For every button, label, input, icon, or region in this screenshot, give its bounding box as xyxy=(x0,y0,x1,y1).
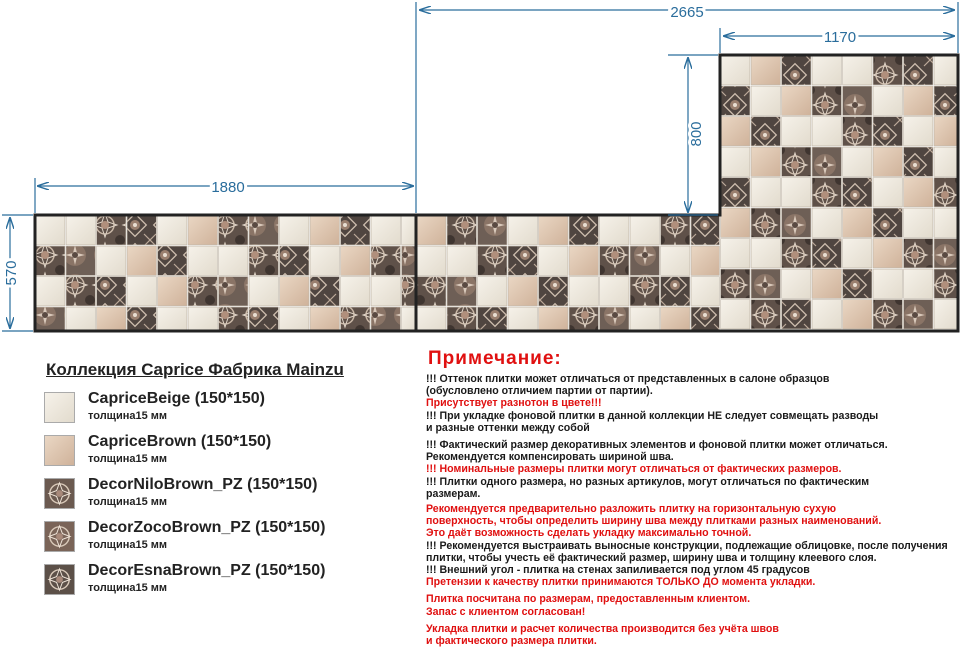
tile xyxy=(280,246,309,275)
tile xyxy=(873,269,902,298)
tile xyxy=(600,246,629,275)
note-paragraph: !!! Рекомендуется выстраивать выносные конструкции, подлежащие облицовке, после получения плитки, чтобы учесть её фактический размер, ширину шва и толщину клеевого слоя. xyxy=(426,539,948,564)
tile xyxy=(873,178,902,207)
tile xyxy=(539,246,568,275)
tile xyxy=(630,277,659,306)
dimension-upper-width: 1170 xyxy=(823,29,857,46)
tile xyxy=(188,216,217,245)
legend-item-name: DecorEsnaBrown_PZ (150*150) xyxy=(88,562,326,579)
legend-title: Коллекция Caprice Фабрика Mainzu xyxy=(46,360,344,379)
legend-item-thickness: толщина15 мм xyxy=(88,496,168,508)
legend-item-thickness: толщина15 мм xyxy=(88,582,168,594)
note-paragraph: Плитка посчитана по размерам, предоставленным клиентом. Запас с клиентом согласован! xyxy=(426,593,751,618)
tile xyxy=(812,239,841,268)
tile xyxy=(630,246,659,275)
tile xyxy=(417,277,446,306)
tile xyxy=(219,277,248,306)
tile xyxy=(508,277,537,306)
tile xyxy=(782,208,811,237)
tile xyxy=(782,239,811,268)
tile xyxy=(843,239,872,268)
dimension-upper-height: 800 xyxy=(688,121,705,147)
legend-item-name: CapriceBrown (150*150) xyxy=(88,433,272,450)
tile xyxy=(721,117,750,146)
note-paragraph: Претензии к качеству плитки принимаются ТОЛЬКО ДО момента укладки. xyxy=(426,576,816,589)
tile xyxy=(721,269,750,298)
tile-area-lower-right xyxy=(417,216,720,331)
tile xyxy=(751,56,780,85)
note-paragraph: !!! При укладке фоновой плитки в данной коллекции НЕ следует совмещать разводы и разные оттенки между собой xyxy=(426,409,879,434)
beige-tile-swatch xyxy=(44,392,75,423)
note-paragraph: !!! Номинальные размеры плитки могут отличаться от фактических размеров. xyxy=(426,463,842,476)
tile xyxy=(97,246,126,275)
tile xyxy=(310,277,339,306)
legend-item-name: DecorNiloBrown_PZ (150*150) xyxy=(88,476,318,493)
dimension-lower-height: 570 xyxy=(3,260,20,286)
tile xyxy=(249,216,278,245)
tile xyxy=(904,269,933,298)
tile xyxy=(188,277,217,306)
decor-zoco-swatch xyxy=(44,521,75,552)
tile xyxy=(721,56,750,85)
tile xyxy=(934,56,957,85)
brown-tile-swatch xyxy=(44,435,75,466)
tile xyxy=(371,307,400,330)
tile xyxy=(843,178,872,207)
tile xyxy=(904,147,933,176)
tile xyxy=(843,147,872,176)
tile xyxy=(36,307,65,330)
tile xyxy=(508,246,537,275)
tile xyxy=(66,216,95,245)
tile xyxy=(249,307,278,330)
tile xyxy=(873,56,902,85)
tile xyxy=(721,300,750,329)
tile xyxy=(478,216,507,245)
tile xyxy=(36,277,65,306)
tile xyxy=(402,307,416,330)
notes-title: Примечание: xyxy=(428,348,562,369)
tile xyxy=(812,178,841,207)
tile xyxy=(721,147,750,176)
tile xyxy=(904,208,933,237)
tile-area-lower-left xyxy=(36,216,416,331)
tile xyxy=(447,277,476,306)
legend-item xyxy=(44,562,404,605)
tile xyxy=(341,246,370,275)
tile xyxy=(812,56,841,85)
tile xyxy=(843,300,872,329)
tile xyxy=(417,216,446,245)
tile xyxy=(97,307,126,330)
tile xyxy=(249,277,278,306)
tile xyxy=(782,300,811,329)
tile xyxy=(219,216,248,245)
tile xyxy=(158,246,187,275)
tile xyxy=(127,307,156,330)
note-paragraph: Укладка плитки и расчет количества производится без учёта швов и фактического размера плитки. xyxy=(426,622,779,648)
tile xyxy=(904,300,933,329)
tile xyxy=(904,239,933,268)
tile xyxy=(402,216,416,245)
tile xyxy=(97,277,126,306)
tile xyxy=(600,277,629,306)
tile xyxy=(782,269,811,298)
tile xyxy=(341,216,370,245)
tile xyxy=(539,216,568,245)
tile xyxy=(402,277,416,306)
tile xyxy=(873,147,902,176)
tile xyxy=(600,216,629,245)
legend-item-name: CapriceBeige (150*150) xyxy=(88,390,265,407)
tile xyxy=(417,307,446,330)
legend-item-thickness: толщина15 мм xyxy=(88,410,168,422)
tile xyxy=(630,216,659,245)
tile xyxy=(812,86,841,115)
note-paragraph: !!! Оттенок плитки может отличаться от представленных в салоне образцов (обусловлено отличием партии от партии). xyxy=(426,373,830,398)
tile xyxy=(539,307,568,330)
legend-item-thickness: толщина15 мм xyxy=(88,453,168,465)
tile xyxy=(873,117,902,146)
tile xyxy=(219,307,248,330)
tile xyxy=(751,86,780,115)
tile xyxy=(812,300,841,329)
tile xyxy=(934,300,957,329)
tile xyxy=(661,277,690,306)
tile xyxy=(721,208,750,237)
legend-item xyxy=(44,476,404,519)
tile xyxy=(751,239,780,268)
tile xyxy=(280,277,309,306)
tile xyxy=(782,178,811,207)
tile xyxy=(934,269,957,298)
tile xyxy=(127,216,156,245)
legend-items xyxy=(44,390,404,605)
tile xyxy=(630,307,659,330)
tile xyxy=(97,216,126,245)
tile xyxy=(478,277,507,306)
tile-grid xyxy=(36,56,958,331)
tile xyxy=(66,277,95,306)
tile xyxy=(188,307,217,330)
tile xyxy=(661,216,690,245)
tile xyxy=(341,307,370,330)
tile xyxy=(721,239,750,268)
tile xyxy=(508,216,537,245)
tile xyxy=(904,178,933,207)
tile xyxy=(782,117,811,146)
tile xyxy=(691,216,719,245)
legend-item-name: DecorZocoBrown_PZ (150*150) xyxy=(88,519,326,536)
tile xyxy=(508,307,537,330)
tile xyxy=(812,208,841,237)
tile xyxy=(873,208,902,237)
tile xyxy=(600,307,629,330)
tile xyxy=(569,246,598,275)
tile xyxy=(691,277,719,306)
note-paragraph: !!! Фактический размер декоративных элементов и фоновой плитки может отличаться. Рекомендуется компенсировать шириной шва. xyxy=(426,439,888,464)
legend-item xyxy=(44,519,404,562)
tile xyxy=(812,147,841,176)
dimension-lower-width: 1880 xyxy=(211,179,245,196)
tile xyxy=(904,117,933,146)
note-paragraph: !!! Внешний угол - плитка на стенах запиливается под углом 45 градусов xyxy=(426,564,810,577)
tile xyxy=(280,307,309,330)
tile xyxy=(934,147,957,176)
tile xyxy=(904,56,933,85)
tile xyxy=(310,216,339,245)
tile xyxy=(569,216,598,245)
tile xyxy=(569,307,598,330)
tile xyxy=(539,277,568,306)
tile xyxy=(478,307,507,330)
tile xyxy=(843,56,872,85)
tile xyxy=(873,300,902,329)
tile xyxy=(158,216,187,245)
tile xyxy=(478,246,507,275)
tile xyxy=(371,246,400,275)
tile xyxy=(310,246,339,275)
tile xyxy=(402,246,416,275)
tile xyxy=(751,117,780,146)
legend-item xyxy=(44,433,404,476)
tile xyxy=(782,147,811,176)
note-paragraph: Присутствует разнотон в цвете!!! xyxy=(426,397,602,410)
tile xyxy=(310,307,339,330)
decor-esna-swatch xyxy=(44,564,75,595)
tile-area-upper-right xyxy=(721,56,958,331)
tile xyxy=(447,307,476,330)
tile xyxy=(934,86,957,115)
note-paragraph: Рекомендуется предварительно разложить плитку на горизонтальную сухую поверхность, чтобы определить ширину шва между плитками разных наименований. Это даёт возможность сделать укладку максимально точной. xyxy=(426,503,882,540)
tile xyxy=(691,307,719,330)
tile xyxy=(447,246,476,275)
tile xyxy=(843,208,872,237)
tile xyxy=(751,300,780,329)
tile xyxy=(934,239,957,268)
tile xyxy=(691,246,719,275)
tile xyxy=(371,277,400,306)
tile xyxy=(751,269,780,298)
tile xyxy=(661,307,690,330)
tile xyxy=(371,216,400,245)
tile xyxy=(934,117,957,146)
tile xyxy=(873,239,902,268)
tile xyxy=(843,269,872,298)
tile xyxy=(66,307,95,330)
tile xyxy=(158,307,187,330)
tile xyxy=(721,178,750,207)
legend-item-thickness: толщина15 мм xyxy=(88,539,168,551)
tile xyxy=(188,246,217,275)
legend-item xyxy=(44,390,404,433)
tile xyxy=(934,178,957,207)
tile xyxy=(751,178,780,207)
tile xyxy=(569,277,598,306)
tile xyxy=(127,246,156,275)
tile xyxy=(661,246,690,275)
legend xyxy=(44,360,404,605)
tile xyxy=(812,117,841,146)
tile xyxy=(843,117,872,146)
tile xyxy=(782,86,811,115)
tile xyxy=(249,246,278,275)
notes-panel xyxy=(426,348,956,647)
tile xyxy=(782,56,811,85)
tile xyxy=(417,246,446,275)
tile xyxy=(341,277,370,306)
tile xyxy=(843,86,872,115)
tile xyxy=(36,216,65,245)
dimension-total-width: 2665 xyxy=(670,4,704,21)
tile xyxy=(873,86,902,115)
tile xyxy=(36,246,65,275)
tile xyxy=(66,246,95,275)
tile xyxy=(904,86,933,115)
tile xyxy=(219,246,248,275)
notes-items xyxy=(426,373,956,647)
tile xyxy=(280,216,309,245)
tile xyxy=(127,277,156,306)
tile xyxy=(934,208,957,237)
tile xyxy=(751,208,780,237)
tile xyxy=(158,277,187,306)
tile xyxy=(721,86,750,115)
decor-nilo-swatch xyxy=(44,478,75,509)
tile xyxy=(447,216,476,245)
note-paragraph: !!! Плитки одного размера, но разных артикулов, могут отличаться по фактическим размерам. xyxy=(426,475,870,500)
tile xyxy=(751,147,780,176)
tile xyxy=(812,269,841,298)
